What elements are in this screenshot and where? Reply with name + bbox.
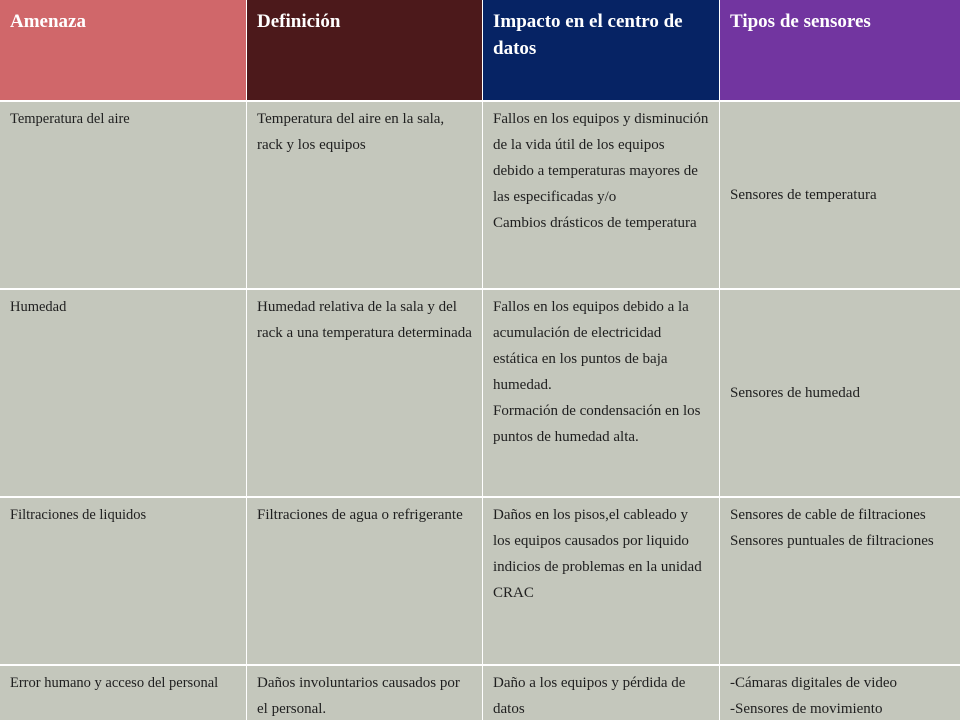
- cell-sensors: [720, 666, 960, 720]
- cell-threat: Humedad: [0, 290, 247, 496]
- table-header-row: [0, 0, 960, 100]
- cell-impact: [483, 102, 720, 288]
- cell-sensors: [720, 498, 960, 664]
- cell-definition: Daños involuntarios causados por el personal.: [247, 666, 483, 720]
- cell-impact: [483, 666, 720, 720]
- sensor-line: Sensores de humedad: [730, 385, 860, 401]
- cell-definition: Temperatura del aire en la sala, rack y los equipos: [247, 102, 483, 288]
- sensor-line: Sensores de cable de filtraciones: [730, 507, 926, 523]
- impact-line: Formación de condensación en los puntos de humedad alta.: [493, 403, 701, 445]
- header-definition: Definición: [247, 0, 483, 100]
- sensor-line: -Sensores de movimiento: [730, 701, 883, 717]
- table-row: [0, 288, 960, 496]
- sensor-line: -Cámaras digitales de video: [730, 675, 898, 691]
- impact-line: Daño a los equipos y pérdida de datos: [493, 675, 686, 717]
- header-impact: Impacto en el centro de datos: [483, 0, 720, 100]
- cell-definition: Filtraciones de agua o refrigerante: [247, 498, 483, 664]
- cell-threat: Filtraciones de liquidos: [0, 498, 247, 664]
- impact-line: Fallos en los equipos debido a la acumulación de electricidad estática en los puntos de baja humedad.: [493, 299, 689, 393]
- table-row: [0, 100, 960, 288]
- table-row: [0, 496, 960, 664]
- cell-definition: Humedad relativa de la sala y del rack a una temperatura determinada: [247, 290, 483, 496]
- cell-impact: [483, 290, 720, 496]
- cell-sensors: [720, 102, 960, 288]
- table-row: [0, 664, 960, 720]
- cell-impact: [483, 498, 720, 664]
- impact-line: Cambios drásticos de temperatura: [493, 215, 697, 231]
- header-threat: Amenaza: [0, 0, 247, 100]
- cell-threat: Temperatura del aire: [0, 102, 247, 288]
- sensor-line: Sensores de temperatura: [730, 187, 877, 203]
- header-sensors: Tipos de sensores: [720, 0, 960, 100]
- impact-line: Daños en los pisos,el cableado y los equipos causados por liquido indicios de problemas en la unidad CRAC: [493, 507, 702, 601]
- impact-line: Fallos en los equipos y disminución de la vida útil de los equipos debido a temperaturas mayores de las especificadas y/o: [493, 111, 709, 205]
- cell-sensors: [720, 290, 960, 496]
- sensor-line: Sensores puntuales de filtraciones: [730, 533, 934, 549]
- cell-threat: Error humano y acceso del personal: [0, 666, 247, 720]
